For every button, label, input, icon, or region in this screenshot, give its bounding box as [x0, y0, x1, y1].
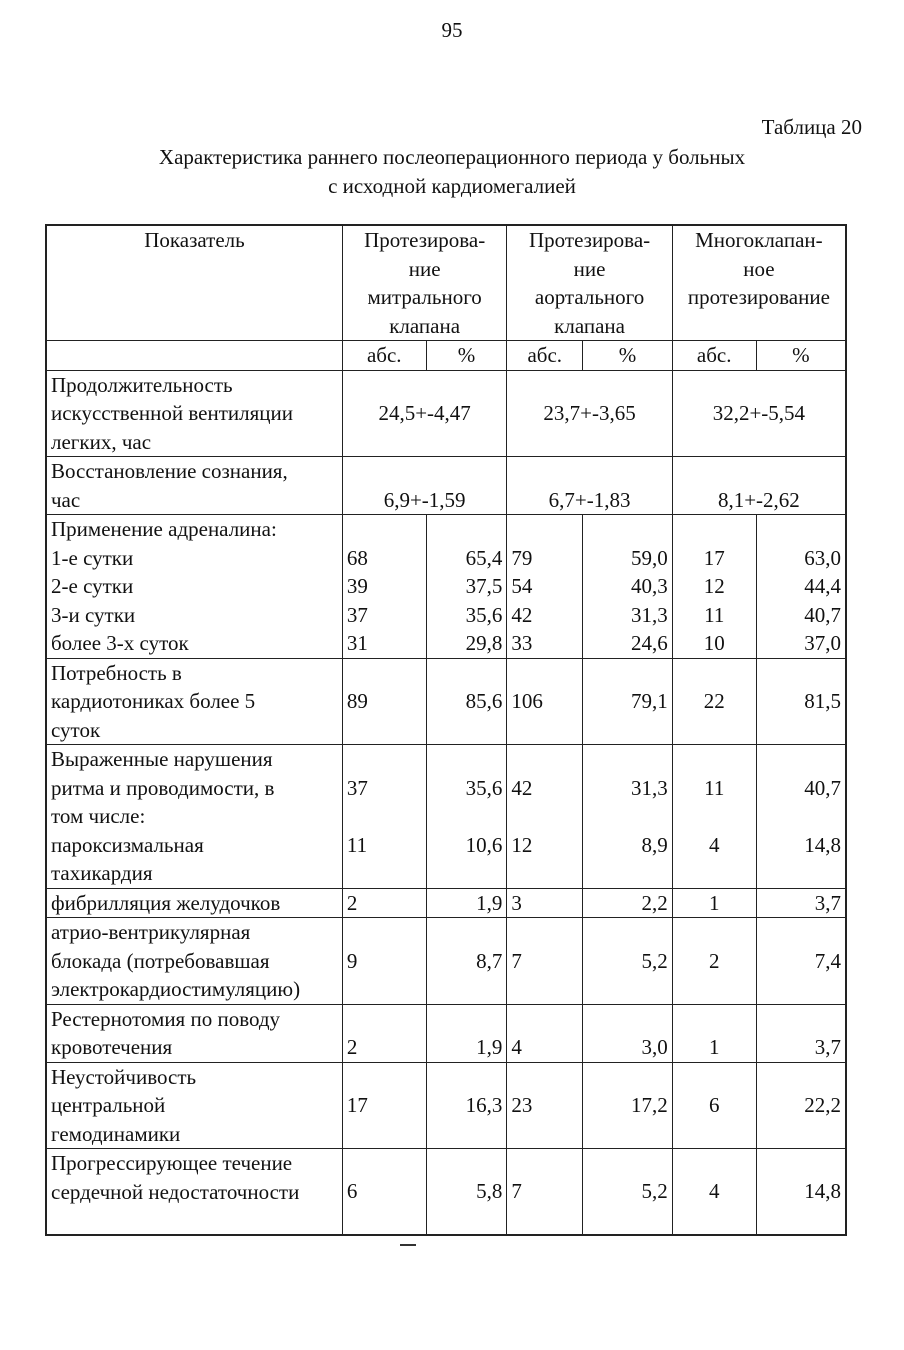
- value-aortic: 6,7+-1,83: [507, 457, 672, 515]
- pct-multivalve: 81,5: [756, 658, 846, 745]
- abs-aortic: 7: [507, 918, 583, 1005]
- pct-mitral: 85,6: [426, 658, 507, 745]
- abs-multivalve: 1: [672, 888, 756, 918]
- pct-multivalve: 7,4: [756, 918, 846, 1005]
- abs-aortic: 7: [507, 1149, 583, 1236]
- abs-aortic: 3: [507, 888, 583, 918]
- abs-aortic: 79 54 42 33: [507, 515, 583, 659]
- row-consciousness: [46, 457, 846, 515]
- pct-mitral: 1,9: [426, 1004, 507, 1062]
- abs-multivalve: 2: [672, 918, 756, 1005]
- row-arrhythmia: [46, 745, 846, 889]
- abs-multivalve: 4: [672, 1149, 756, 1236]
- abs-mitral: 2: [342, 888, 426, 918]
- header-indicator: Показатель: [46, 225, 342, 341]
- pct-aortic: 2,2: [583, 888, 673, 918]
- pct-aortic: 5,2: [583, 918, 673, 1005]
- pct-aortic: 31,3 8,9: [583, 745, 673, 889]
- row-av-block: [46, 918, 846, 1005]
- row-resternotomy: [46, 1004, 846, 1062]
- value-aortic: 23,7+-3,65: [507, 370, 672, 457]
- subheader-empty: [46, 341, 342, 371]
- row-cardiotonics: [46, 658, 846, 745]
- subheader-abs-2: абс.: [507, 341, 583, 371]
- abs-aortic: 106: [507, 658, 583, 745]
- pct-aortic: 3,0: [583, 1004, 673, 1062]
- abs-aortic: 42 12: [507, 745, 583, 889]
- pct-mitral: 16,3: [426, 1062, 507, 1149]
- row-label: Восстановление сознания, час: [46, 457, 342, 515]
- row-adrenaline: [46, 515, 846, 659]
- row-label: фибрилляция желудочков: [46, 888, 342, 918]
- row-fibrillation: [46, 888, 846, 918]
- abs-mitral: 6: [342, 1149, 426, 1236]
- abs-mitral: 17: [342, 1062, 426, 1149]
- pct-multivalve: 14,8: [756, 1149, 846, 1236]
- pct-aortic: 79,1: [583, 658, 673, 745]
- pct-mitral: 1,9: [426, 888, 507, 918]
- pct-multivalve: 22,2: [756, 1062, 846, 1149]
- pct-mitral: 65,4 37,5 35,6 29,8: [426, 515, 507, 659]
- row-hemodynamics: [46, 1062, 846, 1149]
- pct-multivalve: 40,7 14,8: [756, 745, 846, 889]
- table-label: Таблица 20: [761, 115, 862, 139]
- abs-mitral: 68 39 37 31: [342, 515, 426, 659]
- header-aortic: Протезирова- ние аортального клапана: [507, 225, 672, 341]
- subheader-pct-3: %: [756, 341, 846, 371]
- row-label: Применение адреналина: 1-е сутки 2-е сутки 3-и сутки более 3-х суток: [46, 515, 342, 659]
- data-table: [45, 224, 847, 1236]
- pct-aortic: 5,2: [583, 1149, 673, 1236]
- pct-mitral: 8,7: [426, 918, 507, 1005]
- value-multivalve: 8,1+-2,62: [672, 457, 846, 515]
- abs-multivalve: 11 4: [672, 745, 756, 889]
- caption-line-1: Характеристика раннего послеоперационного периода у больных: [158, 145, 746, 169]
- table-caption: [0, 143, 904, 201]
- page-number: 95: [441, 18, 463, 42]
- row-label: Выраженные нарушения ритма и проводимости, в том числе: пароксизмальная тахикардия: [46, 745, 342, 889]
- abs-mitral: 37 11: [342, 745, 426, 889]
- pct-multivalve: 3,7: [756, 1004, 846, 1062]
- pct-mitral: 5,8: [426, 1149, 507, 1236]
- abs-aortic: 23: [507, 1062, 583, 1149]
- value-mitral: 6,9+-1,59: [342, 457, 506, 515]
- abs-mitral: 9: [342, 918, 426, 1005]
- subheader-pct-2: %: [583, 341, 673, 371]
- row-label: Потребность в кардиотониках более 5 суток: [46, 658, 342, 745]
- abs-mitral: 2: [342, 1004, 426, 1062]
- scan-mark: [400, 1244, 416, 1246]
- pct-multivalve: 63,0 44,4 40,7 37,0: [756, 515, 846, 659]
- row-label: Продолжительность искусственной вентиляции легких, час: [46, 370, 342, 457]
- subheader-abs-3: абс.: [672, 341, 756, 371]
- abs-mitral: 89: [342, 658, 426, 745]
- pct-aortic: 59,0 40,3 31,3 24,6: [583, 515, 673, 659]
- caption-line-2: с исходной кардиомегалией: [328, 174, 576, 198]
- abs-multivalve: 6: [672, 1062, 756, 1149]
- pct-multivalve: 3,7: [756, 888, 846, 918]
- row-heart-failure: [46, 1149, 846, 1236]
- row-label: Рестернотомия по поводу кровотечения: [46, 1004, 342, 1062]
- row-ventilation: [46, 370, 846, 457]
- value-mitral: 24,5+-4,47: [342, 370, 506, 457]
- row-label: атрио-вентрикулярная блокада (потребовавшая электрокардиостимуляцию): [46, 918, 342, 1005]
- pct-mitral: 35,6 10,6: [426, 745, 507, 889]
- subheader-pct-1: %: [426, 341, 507, 371]
- header-mitral: Протезирова- ние митрального клапана: [342, 225, 506, 341]
- subheader-abs-1: абс.: [342, 341, 426, 371]
- subheader-row: [46, 341, 846, 371]
- abs-aortic: 4: [507, 1004, 583, 1062]
- abs-multivalve: 1: [672, 1004, 756, 1062]
- row-label: Прогрессирующее течение сердечной недостаточности: [46, 1149, 342, 1236]
- abs-multivalve: 17 12 11 10: [672, 515, 756, 659]
- abs-multivalve: 22: [672, 658, 756, 745]
- value-multivalve: 32,2+-5,54: [672, 370, 846, 457]
- pct-aortic: 17,2: [583, 1062, 673, 1149]
- header-multivalve: Многоклапан- ное протезирование: [672, 225, 846, 341]
- row-label: Неустойчивость центральной гемодинамики: [46, 1062, 342, 1149]
- header-row: [46, 225, 846, 341]
